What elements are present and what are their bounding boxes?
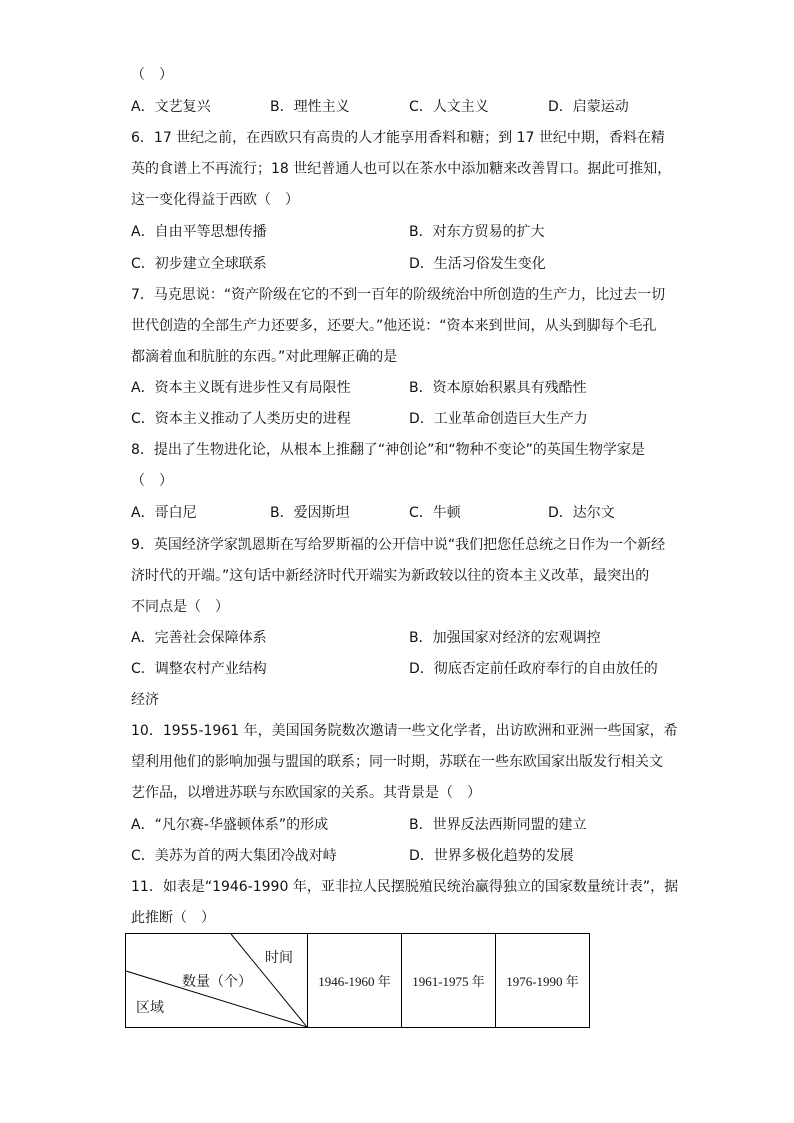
q5-bracket: （ ） [131,67,173,83]
q6-stem-line-1: 6．17 世纪之前，在西欧只有高贵的人才能享用香料和糖；到 17 世纪中期，香料在精 [131,130,665,146]
q8-stem-line-2: （ ） [131,473,173,489]
q9-stem-line-2: 济时代的开端。”这句话中新经济时代开端实为新政较以往的资本主义改革，最突出的 [131,568,650,584]
q9-option-b: B．加强国家对经济的宏观调控 [409,630,601,646]
q9-stem-line-1: 9．英国经济学家凯恩斯在写给罗斯福的公开信中说“我们把您任总统之日作为一个新经 [131,537,666,553]
q6-option-b: B．对东方贸易的扩大 [409,224,545,240]
q7-option-c: C．资本主义推动了人类历史的进程 [131,411,351,427]
q7-stem-line-2: 世代创造的全部生产力还要多，还要大。”他还说：“资本来到世间，从头到脚每个毛孔 [131,318,657,334]
q9-option-a: A．完善社会保障体系 [131,630,267,646]
q8-option-b: B．爱因斯坦 [270,505,350,521]
table-header-1946-1960: 1946-1960 年 [308,934,402,1028]
q6-option-a: A．自由平等思想传播 [131,224,267,240]
q9-option-d: D．彻底否定前任政府奉行的自由放任的 [409,661,658,677]
table-header-1961-1975: 1961-1975 年 [402,934,496,1028]
q10-option-a: A．“凡尔赛-华盛顿体系”的形成 [131,817,329,833]
independence-stats-table [125,933,590,1028]
q10-option-b: B．世界反法西斯同盟的建立 [409,817,587,833]
q7-stem-line-3: 都滴着血和肮脏的东西。”对此理解正确的是 [131,349,398,365]
q11-stem-line-1: 11．如表是“1946-1990 年，亚非拉人民摆脱殖民统治赢得独立的国家数量统计表”，据 [131,879,679,895]
q9-option-c: C．调整农村产业结构 [131,661,267,677]
q6-option-c: C．初步建立全球联系 [131,256,267,272]
q5-option-c: C．人文主义 [409,99,489,115]
q7-option-b: B．资本原始积累具有残酷性 [409,380,587,396]
table-header-1976-1990: 1976-1990 年 [496,934,590,1028]
q5-option-b: B．理性主义 [270,99,350,115]
q5-option-d: D．启蒙运动 [548,99,629,115]
q8-stem-line-1: 8．提出了生物进化论，从根本上推翻了“神创论”和“物种不变论”的英国生物学家是 [131,442,645,458]
q10-option-d: D．世界多极化趋势的发展 [409,848,574,864]
q8-option-d: D．达尔文 [548,505,615,521]
q6-stem-line-2: 英的食谱上不再流行；18 世纪普通人也可以在茶水中添加糖来改善胃口。据此可推知， [131,161,672,177]
q10-stem-line-2: 望利用他们的影响加强与盟国的联系；同一时期，苏联在一些东欧国家出版发行相关文 [131,754,663,770]
q10-stem-line-1: 10．1955-1961 年，美国国务院数次邀请一些文化学者，出访欧洲和亚洲一些国家，希 [131,723,678,739]
q7-option-d: D．工业革命创造巨大生产力 [409,411,588,427]
q8-option-a: A．哥白尼 [131,505,197,521]
q9-option-d-continued: 经济 [131,692,159,708]
q10-option-c: C．美苏为首的两大集团冷战对峙 [131,848,337,864]
q6-stem-line-3: 这一变化得益于西欧（ ） [131,192,299,208]
q6-option-d: D．生活习俗发生变化 [409,256,546,272]
header-count-label: 数量（个） [182,974,252,990]
q10-stem-line-3: 艺作品，以增进苏联与东欧国家的关系。其背景是（ ） [131,785,481,801]
q7-stem-line-1: 7．马克思说：“资产阶级在它的不到一百年的阶级统治中所创造的生产力，比过去一切 [131,287,666,303]
header-region-label: 区域 [136,1000,164,1016]
q5-option-a: A．文艺复兴 [131,99,211,115]
q7-option-a: A．资本主义既有进步性又有局限性 [131,380,351,396]
header-time-label: 时间 [265,950,293,966]
table-header-row [126,934,590,1028]
q11-stem-line-2: 此推断（ ） [131,910,215,926]
q8-option-c: C．牛顿 [409,505,461,521]
q9-stem-line-3: 不同点是（ ） [131,599,229,615]
diagonal-header-cell [126,934,308,1028]
